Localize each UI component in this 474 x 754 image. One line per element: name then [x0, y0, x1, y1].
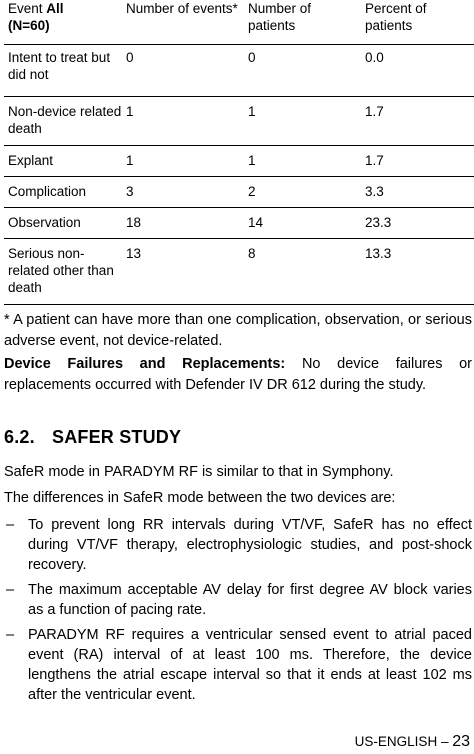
dash-bullet-icon: –	[6, 517, 15, 533]
table-row: Intent to treat but did not 0 0 0.0	[4, 45, 474, 97]
list-item: – The maximum acceptable AV delay for first degree AV block varies as a function of pacing rate.	[6, 582, 472, 618]
table-row: Serious non-related other than death 13 8 13.3	[4, 239, 474, 305]
section-title: SAFER STUDY	[52, 427, 182, 447]
table-row: Explant 1 1 1.7	[4, 146, 474, 177]
section-number: 6.2.	[4, 427, 35, 447]
header-number-of-patients: Number of patients	[244, 0, 361, 45]
table-row: Observation 18 14 23.3	[4, 208, 474, 239]
page-number: 23	[452, 733, 470, 750]
page-footer	[355, 733, 470, 751]
device-failures-paragraph	[4, 354, 472, 396]
list-item: – PARADYM RF requires a ventricular sensed event to atrial paced event (RA) interval of at least 100 ms. Therefore, the device lengthens the atrial escape interval so that it ends at least 102 ms after the ventricular event.	[6, 627, 472, 703]
header-event: Event All (N=60)	[4, 0, 122, 45]
section-heading	[4, 427, 181, 448]
footer-label: US-ENGLISH –	[354, 734, 453, 749]
table-header-row	[4, 0, 474, 45]
dash-bullet-icon: –	[6, 582, 15, 598]
dash-bullet-icon: –	[6, 627, 15, 643]
table-footnote: * A patient can have more than one complication, observation, or serious adverse event, not device-related.	[4, 312, 472, 349]
header-number-of-events: Number of events*	[122, 0, 244, 45]
differences-list	[4, 515, 472, 710]
differences-lead: The differences in SafeR mode between the two devices are:	[4, 490, 396, 506]
table-row: Non-device related death 1 1 1.7	[4, 97, 474, 146]
list-item: – To prevent long RR intervals during VT/VF, SafeR has no effect during VT/VF therapy, electrophysiologic studies, and post-shock recovery.	[6, 517, 472, 573]
table-row: Complication 3 2 3.3	[4, 177, 474, 208]
intro-paragraph: SafeR mode in PARADYM RF is similar to that in Symphony.	[4, 464, 394, 480]
device-failures-text: No device failures or replacements occurred with Defender IV DR 612 during the study.	[4, 356, 472, 393]
adverse-events-table	[4, 0, 474, 305]
device-failures-label: Device Failures and Replacements:	[4, 356, 286, 372]
header-percent-of-patients: Percent of patients	[361, 0, 474, 45]
